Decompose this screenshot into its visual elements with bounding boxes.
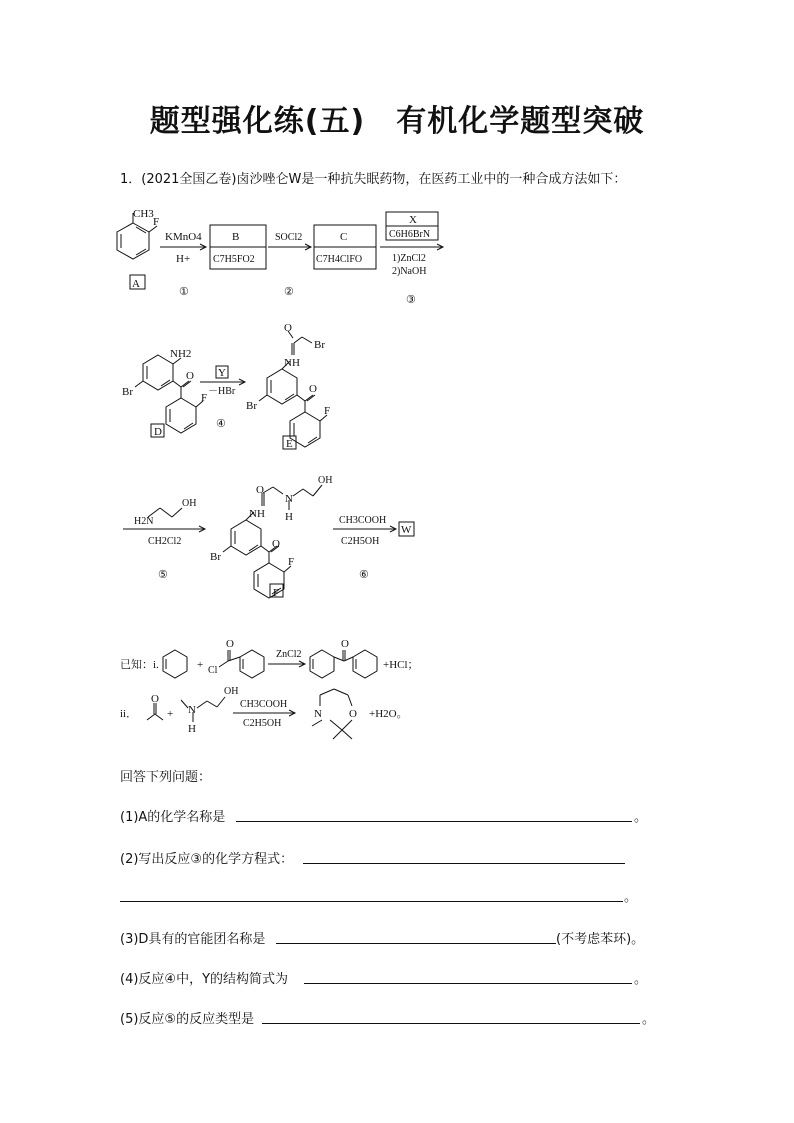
svg-text:⑥: ⑥ — [359, 569, 369, 581]
svg-text:F: F — [153, 216, 160, 228]
q4-label: (4)反应④中，Y的结构简式为 — [120, 972, 289, 987]
svg-text:已知：i.: 已知：i. — [120, 659, 159, 671]
svg-text:Cl: Cl — [208, 665, 218, 676]
synthesis-scheme — [0, 195, 794, 755]
svg-text:H: H — [188, 723, 196, 735]
svg-text:1)ZnCl2: 1)ZnCl2 — [392, 253, 426, 264]
svg-text:NH: NH — [284, 357, 300, 369]
svg-text:O: O — [272, 538, 280, 550]
answer-prompt: 回答下列问题： — [120, 770, 212, 785]
svg-text:KMnO4: KMnO4 — [165, 231, 202, 243]
svg-text:H2N: H2N — [134, 516, 154, 527]
svg-text:C7H5FO2: C7H5FO2 — [213, 254, 255, 265]
svg-text:O: O — [309, 383, 317, 395]
svg-text:O: O — [186, 370, 194, 382]
svg-text:OH: OH — [224, 686, 239, 697]
svg-text:N: N — [188, 704, 196, 716]
svg-text:O: O — [284, 322, 292, 334]
svg-text:+HCl；: +HCl； — [383, 659, 419, 671]
svg-text:①: ① — [179, 286, 189, 298]
svg-text:F: F — [324, 405, 331, 417]
svg-text:C2H5OH: C2H5OH — [243, 718, 282, 729]
svg-text:H: H — [285, 511, 293, 523]
svg-text:④: ④ — [216, 418, 226, 430]
q4-answer-line[interactable] — [304, 983, 632, 984]
q1-answer-line[interactable] — [236, 821, 632, 822]
svg-text:③: ③ — [406, 294, 416, 306]
svg-text:ii．: ii． — [120, 708, 138, 720]
svg-text:B: B — [232, 231, 240, 243]
svg-text:O: O — [151, 693, 159, 705]
svg-text:②: ② — [284, 286, 294, 298]
svg-text:Br: Br — [314, 339, 325, 351]
q3-label: (3)D具有的官能团名称是 — [120, 932, 266, 947]
benzene-ring-A — [117, 223, 149, 259]
svg-text:Y: Y — [218, 367, 226, 379]
svg-text:X: X — [409, 214, 417, 226]
svg-text:+: + — [167, 708, 174, 720]
svg-text:Br: Br — [210, 551, 221, 563]
svg-text:Br: Br — [122, 386, 133, 398]
q5-answer-line[interactable] — [262, 1023, 640, 1024]
svg-text:C2H5OH: C2H5OH — [341, 536, 380, 547]
svg-text:ZnCl2: ZnCl2 — [276, 649, 302, 660]
label-W: W — [401, 524, 412, 536]
svg-text:+H2O。: +H2O。 — [369, 708, 408, 720]
svg-text:N: N — [285, 493, 293, 505]
svg-text:+: + — [197, 659, 204, 671]
svg-text:NH: NH — [249, 508, 265, 520]
svg-text:F: F — [288, 556, 295, 568]
q1-label: (1)A的化学名称是 — [120, 810, 226, 825]
svg-text:CH3COOH: CH3COOH — [339, 515, 387, 526]
label-A: A — [132, 278, 140, 290]
svg-text:H+: H+ — [176, 253, 191, 265]
label-E: E — [286, 438, 293, 450]
page-title: 题型强化练(五) 有机化学题型突破 — [149, 104, 645, 139]
q2-answer-line-1[interactable] — [303, 863, 625, 864]
question-intro: 1．(2021全国乙卷)卤沙唑仑W是一种抗失眠药物，在医药工业中的一种合成方法如下： — [120, 172, 627, 187]
svg-text:NH2: NH2 — [170, 348, 192, 360]
q5-label: (5)反应⑤的反应类型是 — [120, 1012, 255, 1027]
svg-text:CH3: CH3 — [133, 208, 154, 220]
svg-text:C: C — [340, 231, 348, 243]
svg-text:O: O — [256, 484, 264, 496]
svg-text:CH2Cl2: CH2Cl2 — [148, 536, 182, 547]
svg-text:OH: OH — [318, 475, 333, 486]
svg-text:CH3COOH: CH3COOH — [240, 699, 288, 710]
svg-text:－HBr: －HBr — [208, 386, 236, 397]
svg-text:O: O — [341, 638, 349, 650]
label-D: D — [154, 426, 162, 438]
svg-text:O: O — [349, 708, 357, 720]
q3-answer-line[interactable] — [276, 943, 556, 944]
q2-answer-line-2[interactable] — [120, 901, 623, 902]
svg-text:Br: Br — [246, 400, 257, 412]
svg-text:C7H4ClFO: C7H4ClFO — [316, 254, 363, 265]
label-F: F — [273, 587, 280, 599]
svg-text:⑤: ⑤ — [158, 569, 168, 581]
svg-text:OH: OH — [182, 498, 197, 509]
svg-text:2)NaOH: 2)NaOH — [392, 266, 427, 277]
svg-text:F: F — [201, 392, 208, 404]
svg-text:O: O — [226, 638, 234, 650]
q2-label: (2)写出反应③的化学方程式： — [120, 852, 294, 867]
svg-text:C6H6BrN: C6H6BrN — [389, 229, 431, 240]
svg-text:SOCl2: SOCl2 — [275, 232, 303, 243]
svg-text:N: N — [314, 708, 322, 720]
